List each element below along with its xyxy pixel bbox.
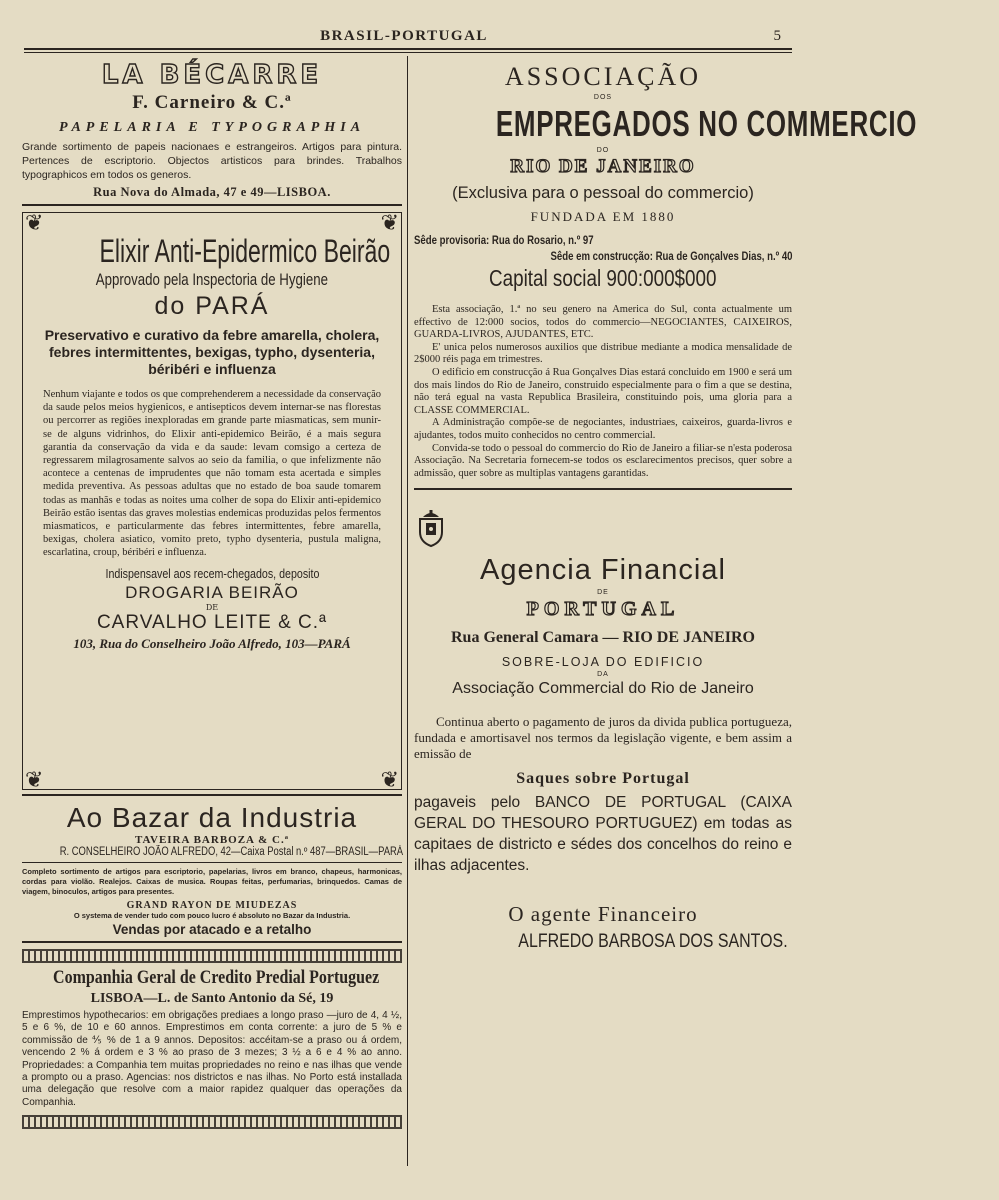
bazar-address: R. CONSELHEIRO JOÃO ALFREDO, 42—Caixa Postal n.º 487—BRASIL—PARÁ xyxy=(59,846,404,858)
page-number: 5 xyxy=(773,28,781,44)
agencia-street: Rua General Camara — RIO DE JANEIRO xyxy=(451,629,755,647)
associacao-do: DO xyxy=(596,147,610,154)
coat-of-arms-icon xyxy=(414,508,448,548)
left-column xyxy=(22,56,402,1133)
ornament-icon: ❦ xyxy=(380,768,399,793)
becarre-title: LA BÉCARRE xyxy=(101,60,323,90)
agencia-de: DE xyxy=(597,589,609,597)
elixir-company: CARVALHO LEITE & C.ª xyxy=(96,611,328,633)
associacao-paragraph: Esta associação, 1.ª no seu genero na America do Sul, conta actualmente um effectivo de 12:000 socios, todos do commercio—NEGOCIANTES, CAIXEIROS, GUARDA-LIVROS, AJUDANTES, ETC. xyxy=(414,304,792,341)
section-rule xyxy=(22,941,402,943)
associacao-paragraph: Convida-se todo o pessoal do commercio do Rio de Janeiro a filiar-se n'esta poderosa Associação. Na Secretaria fornecem-se todos os esclarecimentos precisos, quer sobre a admissão, quer sobre as multiplas vantagens garantidas. xyxy=(414,442,792,479)
agencia-agent-label: O agente Financeiro xyxy=(508,902,698,927)
greek-key-border xyxy=(22,1115,402,1129)
section-rule xyxy=(22,794,402,796)
header-rule-thin xyxy=(24,52,792,53)
bazar-description: Completo sortimento de artigos para escriptorio, papelarias, livros em branco, chapeus, harmonicas, cordas para violão. Realejos. Caixas de musica. Roupas feitas, perfumarias, brinquedos. Camas de viagem, binoculos, artigos para presentes. xyxy=(22,867,402,896)
agencia-saques: Saques sobre Portugal xyxy=(516,770,690,788)
elixir-title: Elixir Anti-Epidermico Beirão xyxy=(99,233,391,269)
companhia-address: LISBOA—L. de Santo Antonio da Sé, 19 xyxy=(90,991,334,1006)
elixir-drogaria: DROGARIA BEIRÃO xyxy=(125,582,299,602)
bazar-system: O systema de vender tudo com pouco lucro é absoluto no Bazar da Industria. xyxy=(73,911,351,920)
elixir-address: 103, Rua do Conselheiro João Alfredo, 103—PARÁ xyxy=(73,635,351,651)
associacao-paragraph: O edificio em construcção á Rua Gonçalves Dias estará concluido em 1900 e será um dos mais lindos do Rio de Janeiro, construido especialmente para o fim a que se destina, não terá egual na vasta Republica Brasileira, constituindo pois, uma gloria para a CLASSE COMMERCIAL. xyxy=(414,366,792,416)
elixir-de: DE xyxy=(205,602,219,612)
companhia-title: Companhia Geral de Credito Predial Portuguez xyxy=(53,967,380,988)
associacao-body xyxy=(414,304,792,480)
right-column xyxy=(414,56,918,953)
associacao-founded: FUNDADA EM 1880 xyxy=(530,209,676,224)
becarre-trade: PAPELARIA E TYPOGRAPHIA xyxy=(58,120,366,135)
section-rule xyxy=(414,488,792,490)
elixir-preservative: Preservativo e curativo da febre amarella, cholera, febres intermittentes, bexigas, typho, dysenteria, béribéri e influenza xyxy=(44,327,380,377)
becarre-ad xyxy=(22,60,402,200)
associacao-seat-provisional: Sêde provisoria: Rua do Rosario, n.º 97 xyxy=(414,233,594,247)
column-divider xyxy=(407,56,408,1166)
associacao-seat-building: Sêde em construcção: Rua de Gonçalves Dias, n.º 40 xyxy=(550,249,792,263)
agencia-building: Associação Commercial do Rio de Janeiro xyxy=(452,680,754,698)
becarre-firm: F. Carneiro & C.ª xyxy=(132,92,292,113)
agencia-floor: SOBRE-LOJA DO EDIFICIO xyxy=(501,655,705,670)
agencia-payable: pagaveis pelo BANCO DE PORTUGAL (CAIXA GERAL DO THESOURO PORTUGUEZ) em todas as capitaes de districto e sédes dos concelhos do reino e ilhas adjacentes. xyxy=(414,794,792,875)
ornament-icon: ❦ xyxy=(380,211,399,236)
associacao-ad xyxy=(414,62,918,480)
bazar-firm: TAVEIRA BARBOZA & C.ª xyxy=(134,834,290,846)
associacao-paragraph: E' unica pelos numerosos auxilios que distribue mediante a modica mensalidade de 2$000 réis paga em trimestres. xyxy=(414,341,792,366)
section-rule xyxy=(22,204,402,206)
companhia-body: Emprestimos hypothecarios: em obrigações prediaes a longo praso —juro de 4, 4 ½, 5 e 6 %, de 10 e 60 annos. Emprestimos em conta corrente: a juro de 5 % e commissão de ⅘ % de 1 a 9 annos. Depositos: accéitam-se a praso ou á ordem, vencendo 2 % á ordem e 3 % ao praso de 3 mezes; 3 ½ a 6 e 4 % ao anno. Propriedades: a Companhia tem muitas propriedades no reino e nas ilhas que vende a prompto ou a praso. Agencias: nos districtos e nas ilhas. No Porto está installada uma delegação que resolve com a maior rapidez qualquer das operações da Companhia. xyxy=(22,1010,402,1108)
bazar-sales: Vendas por atacado e a retalho xyxy=(112,922,312,937)
section-rule xyxy=(22,862,402,863)
ornament-icon: ❦ xyxy=(25,768,44,793)
elixir-approved: Approvado pela Inspectoria de Hygiene xyxy=(95,270,329,289)
associacao-city: RIO DE JANEIRO xyxy=(510,156,696,177)
greek-key-border xyxy=(22,949,402,963)
agencia-agent-name: ALFREDO BARBOSA DOS SANTOS. xyxy=(518,931,788,953)
agencia-ad xyxy=(414,494,792,953)
associacao-paragraph: A Administração compõe-se de negociantes, industriaes, caixeiros, guarda-livros e ajudantes, todos muito conhecidos no centro commercial. xyxy=(414,417,792,441)
bazar-ad xyxy=(22,802,402,937)
ornament-icon: ❦ xyxy=(25,211,44,236)
elixir-indispensable: Indispensavel aos recem-chegados, deposito xyxy=(105,565,319,581)
associacao-employees: EMPREGADOS NO COMMERCIO xyxy=(495,103,918,144)
agencia-body: Continua aberto o pagamento de juros da divida publica portugueza, fundada e amortisavel nos termos da legislação vigente, e bem assim a emissão de xyxy=(414,714,792,762)
bazar-rayon: GRAND RAYON DE MIUDEZAS xyxy=(126,900,298,911)
becarre-description: Grande sortimento de papeis nacionaes e estrangeiros. Artigos para pintura. Pertences de escriptorio. Objectos artisticos para brindes. Trabalhos typographicos em todos os generos. xyxy=(22,141,402,181)
associacao-title: ASSOCIAÇÃO xyxy=(504,62,702,91)
running-title: BRASIL-PORTUGAL xyxy=(320,28,488,44)
header-rule xyxy=(24,48,792,50)
associacao-dos: DOS xyxy=(593,94,613,101)
elixir-body: Nenhum viajante e todos os que comprehenderem a necessidade da conservação da saude pelos meios hygienicos, e antisepticos devem internar-se nas florestas ou percorrer as regiões inexploradas em grande parte miasmaticas, sem munir-se de alguns vidrinhos, do Elixir anti-epidemico Beirão, é a mais segura garantia da conservação da vida e da saude: levam comsigo a certeza de regressarem milagrosamente salvos ao seio da familia, o que infelizmente não acontece a centenas de imprudentes que não tomam esta acertada e simples medida preventiva. As pessoas adultas que no estado de boa saude tomarem todas as manhãs e todas as noites uma colher de sopa do Elixir anti-epidemico Beirão estão isentas das graves molestias endemicas produzidas pelos fermentos miasmaticos, e particularmente das febres intermittentes, febre amarella, bexigas, cholera asiatico, vomito preto, typho dysenteria, pustula maligna, escarlatina, croup, béribéri e influenza. xyxy=(43,389,381,559)
becarre-address: Rua Nova do Almada, 47 e 49—LISBOA. xyxy=(93,185,331,199)
agencia-da: DA xyxy=(597,671,609,679)
elixir-state: do PARÁ xyxy=(154,292,270,320)
elixir-ad xyxy=(22,211,402,793)
companhia-ad xyxy=(22,967,402,1109)
bazar-title: Ao Bazar da Industria xyxy=(66,802,358,833)
agencia-title: Agencia Financial xyxy=(480,554,726,587)
associacao-exclusive: (Exclusiva para o pessoal do commercio) xyxy=(452,184,754,202)
associacao-capital: Capital social 900:000$000 xyxy=(489,265,717,291)
agencia-country: PORTUGAL xyxy=(526,598,680,621)
